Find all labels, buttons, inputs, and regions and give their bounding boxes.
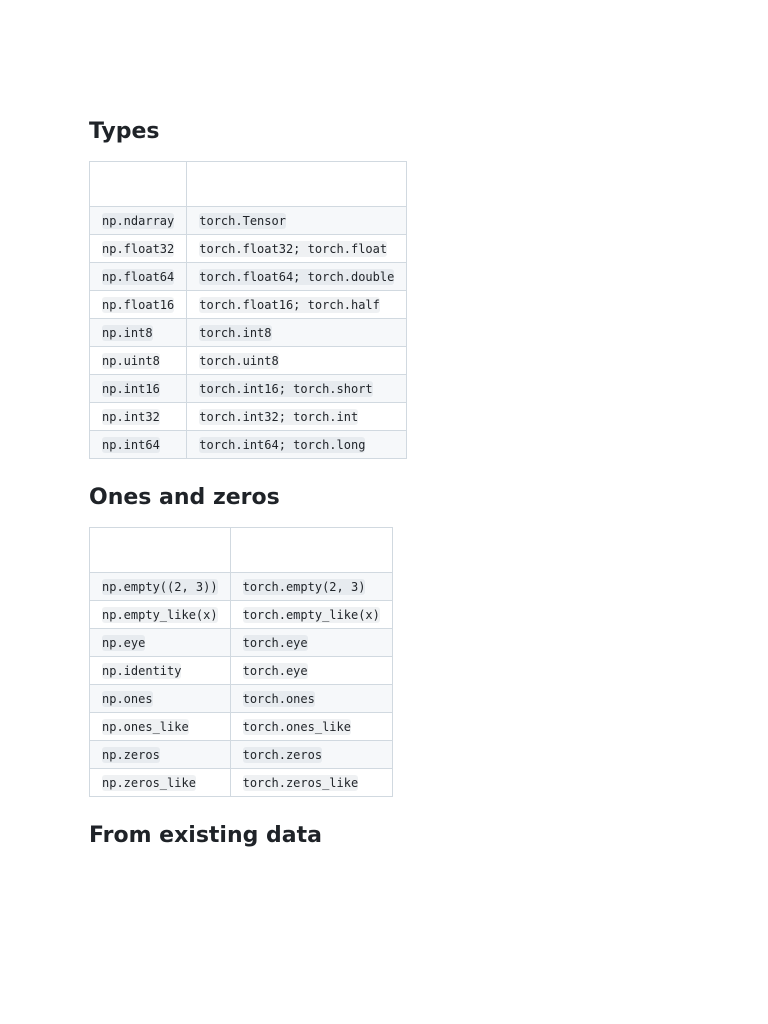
- table-header-numpy: [90, 162, 187, 207]
- table-row: [90, 375, 407, 403]
- torch-code: torch.empty_like(x): [242, 607, 380, 622]
- table-row: [90, 235, 407, 263]
- heading-types: Types: [89, 119, 160, 144]
- numpy-cell: [90, 713, 231, 741]
- numpy-code: np.ndarray: [102, 213, 175, 228]
- table-row: [90, 319, 407, 347]
- numpy-cell: [90, 291, 187, 319]
- table-row: [90, 573, 393, 601]
- torch-cell: [230, 657, 392, 685]
- numpy-cell: [90, 235, 187, 263]
- table-header-row: [90, 528, 393, 573]
- torch-code: torch.ones: [242, 691, 315, 706]
- torch-code: torch.int32; torch.int: [199, 409, 359, 424]
- numpy-cell: [90, 741, 231, 769]
- table-row: [90, 685, 393, 713]
- torch-code: torch.eye: [242, 663, 308, 678]
- torch-cell: [230, 713, 392, 741]
- numpy-code: np.ones: [102, 691, 153, 706]
- numpy-code: np.uint8: [102, 353, 160, 368]
- torch-cell: [187, 235, 407, 263]
- numpy-code: np.zeros_like: [102, 775, 196, 790]
- table-row: [90, 601, 393, 629]
- table-row: [90, 741, 393, 769]
- heading-ones-and-zeros: Ones and zeros: [89, 485, 280, 510]
- torch-cell: [187, 403, 407, 431]
- heading-from-existing-data: From existing data: [89, 823, 322, 848]
- numpy-cell: [90, 207, 187, 235]
- numpy-cell: [90, 601, 231, 629]
- numpy-code: np.empty_like(x): [102, 607, 218, 622]
- torch-code: torch.float64; torch.double: [199, 269, 395, 284]
- numpy-cell: [90, 403, 187, 431]
- table-row: [90, 431, 407, 459]
- torch-cell: [187, 431, 407, 459]
- numpy-cell: [90, 319, 187, 347]
- table-header-numpy: [90, 528, 231, 573]
- numpy-code: np.float16: [102, 297, 175, 312]
- numpy-cell: [90, 431, 187, 459]
- numpy-cell: [90, 263, 187, 291]
- numpy-code: np.ones_like: [102, 719, 189, 734]
- torch-cell: [230, 685, 392, 713]
- table-row: [90, 347, 407, 375]
- table-row: [90, 291, 407, 319]
- table-header-torch: [187, 162, 407, 207]
- torch-code: torch.ones_like: [242, 719, 351, 734]
- numpy-cell: [90, 685, 231, 713]
- numpy-cell: [90, 347, 187, 375]
- torch-code: torch.eye: [242, 635, 308, 650]
- numpy-code: np.float32: [102, 241, 175, 256]
- torch-code: torch.int16; torch.short: [199, 381, 373, 396]
- table-row: [90, 713, 393, 741]
- ones-and-zeros-table: [89, 527, 393, 797]
- table-header-row: [90, 162, 407, 207]
- numpy-cell: [90, 573, 231, 601]
- torch-code: torch.uint8: [199, 353, 279, 368]
- torch-cell: [187, 291, 407, 319]
- table-row: [90, 207, 407, 235]
- types-table: [89, 161, 407, 459]
- numpy-cell: [90, 629, 231, 657]
- torch-cell: [187, 319, 407, 347]
- torch-code: torch.int64; torch.long: [199, 437, 366, 452]
- numpy-code: np.int8: [102, 325, 153, 340]
- torch-code: torch.int8: [199, 325, 272, 340]
- torch-cell: [230, 601, 392, 629]
- numpy-code: np.identity: [102, 663, 182, 678]
- numpy-code: np.int32: [102, 409, 160, 424]
- torch-code: torch.empty(2, 3): [242, 579, 366, 594]
- numpy-cell: [90, 375, 187, 403]
- numpy-code: np.empty((2, 3)): [102, 579, 218, 594]
- numpy-code: np.zeros: [102, 747, 160, 762]
- numpy-code: np.int64: [102, 437, 160, 452]
- numpy-cell: [90, 769, 231, 797]
- numpy-code: np.int16: [102, 381, 160, 396]
- torch-code: torch.float32; torch.float: [199, 241, 388, 256]
- table-row: [90, 263, 407, 291]
- table-row: [90, 769, 393, 797]
- torch-cell: [187, 375, 407, 403]
- table-row: [90, 403, 407, 431]
- torch-cell: [230, 741, 392, 769]
- numpy-code: np.float64: [102, 269, 175, 284]
- torch-code: torch.zeros: [242, 747, 323, 762]
- torch-code: torch.zeros_like: [242, 775, 359, 790]
- table-header-torch: [230, 528, 392, 573]
- torch-cell: [230, 769, 392, 797]
- torch-cell: [187, 207, 407, 235]
- numpy-code: np.eye: [102, 635, 146, 650]
- torch-cell: [187, 263, 407, 291]
- torch-cell: [230, 573, 392, 601]
- torch-code: torch.Tensor: [199, 213, 286, 228]
- table-row: [90, 657, 393, 685]
- table-row: [90, 629, 393, 657]
- torch-cell: [230, 629, 392, 657]
- torch-cell: [187, 347, 407, 375]
- numpy-cell: [90, 657, 231, 685]
- torch-code: torch.float16; torch.half: [199, 297, 380, 312]
